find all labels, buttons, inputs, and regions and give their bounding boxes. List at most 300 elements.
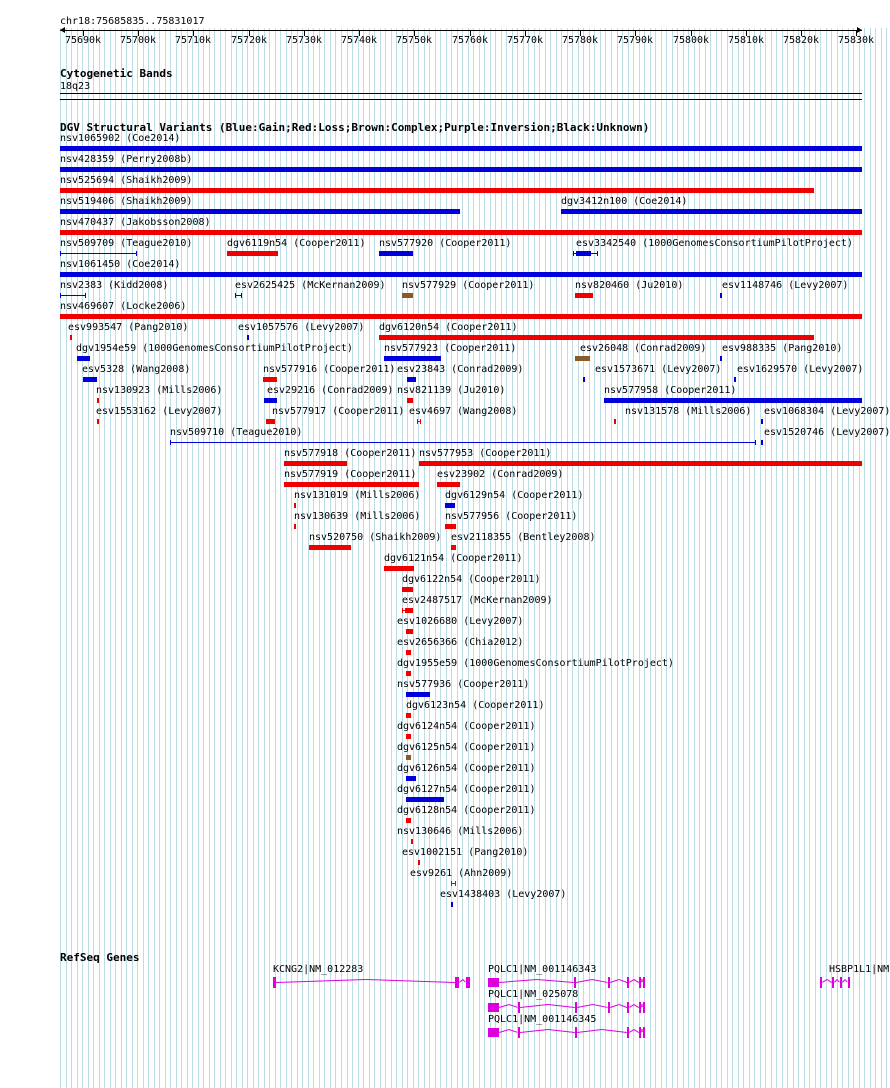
dgv-feature-label: nsv577916 (Cooper2011) xyxy=(263,364,396,375)
grid-line xyxy=(528,28,529,1088)
gene-exon xyxy=(455,977,459,988)
grid-line xyxy=(567,28,568,1088)
dgv-feature-end-tick xyxy=(451,881,452,886)
grid-line xyxy=(798,28,799,1088)
grid-line xyxy=(578,28,579,1088)
dgv-feature-bar xyxy=(583,377,585,382)
gene-exon xyxy=(575,1002,577,1013)
grid-line xyxy=(341,28,342,1088)
dgv-feature-bar xyxy=(604,398,862,403)
grid-line xyxy=(639,28,640,1088)
grid-line xyxy=(600,28,601,1088)
grid-line xyxy=(88,28,89,1088)
dgv-feature-label: esv1629570 (Levy2007) xyxy=(737,364,864,375)
gene-exon xyxy=(575,1027,577,1038)
dgv-feature-label: dgv6126n54 (Cooper2011) xyxy=(397,763,536,774)
grid-line xyxy=(545,28,546,1088)
grid-line xyxy=(380,28,381,1088)
dgv-feature-bar xyxy=(60,272,862,277)
dgv-feature-label: nsv1065902 (Coe2014) xyxy=(60,133,181,144)
grid-line xyxy=(804,28,805,1088)
grid-line xyxy=(77,28,78,1088)
gene-exon xyxy=(488,1028,499,1037)
dgv-feature-label: esv1026680 (Levy2007) xyxy=(397,616,524,627)
grid-line xyxy=(749,28,750,1088)
dgv-feature-bar xyxy=(284,482,419,487)
dgv-feature-bar xyxy=(406,650,411,655)
gene-exon xyxy=(574,977,576,988)
dgv-feature-label: dgv6122n54 (Cooper2011) xyxy=(402,574,541,585)
grid-line xyxy=(793,28,794,1088)
dgv-feature-label: dgv6124n54 (Cooper2011) xyxy=(397,721,536,732)
grid-line xyxy=(572,28,573,1088)
grid-line xyxy=(137,28,138,1088)
dgv-feature-label: esv2118355 (Bentley2008) xyxy=(451,532,596,543)
dgv-feature-line xyxy=(60,253,137,254)
grid-line xyxy=(313,28,314,1088)
dgv-feature-end-tick xyxy=(417,419,418,424)
dgv-feature-label: nsv509710 (Teague2010) xyxy=(170,427,303,438)
grid-line xyxy=(330,28,331,1088)
dgv-feature-end-tick xyxy=(573,251,574,256)
grid-line xyxy=(705,28,706,1088)
dgv-feature-label: esv1520746 (Levy2007) xyxy=(764,427,890,438)
grid-line xyxy=(247,28,248,1088)
cytoband-divider-top xyxy=(60,93,862,94)
dgv-feature-label: dgv6123n54 (Cooper2011) xyxy=(406,700,545,711)
grid-line xyxy=(650,28,651,1088)
dgv-feature-bar xyxy=(407,377,416,382)
ruler-tick-label: 75750k xyxy=(395,35,433,46)
dgv-feature-label: esv1002151 (Pang2010) xyxy=(402,847,529,858)
gene-exon xyxy=(639,1027,641,1038)
ruler-axis xyxy=(60,30,862,31)
dgv-feature-label: nsv577917 (Cooper2011) xyxy=(272,406,405,417)
dgv-feature-label: nsv131578 (Mills2006) xyxy=(625,406,752,417)
dgv-feature-bar xyxy=(247,335,249,340)
grid-line xyxy=(66,28,67,1088)
dgv-feature-label: nsv519406 (Shaikh2009) xyxy=(60,196,193,207)
dgv-feature-bar xyxy=(406,629,413,634)
dgv-feature-label: esv2625425 (McKernan2009) xyxy=(235,280,386,291)
gene-exon xyxy=(848,977,850,988)
dgv-feature-label: dgv6128n54 (Cooper2011) xyxy=(397,805,536,816)
dgv-feature-bar xyxy=(77,356,90,361)
grid-line xyxy=(710,28,711,1088)
grid-line xyxy=(523,28,524,1088)
grid-line xyxy=(886,28,887,1088)
grid-line xyxy=(159,28,160,1088)
dgv-feature-bar xyxy=(60,314,862,319)
grid-line xyxy=(760,28,761,1088)
grid-line xyxy=(611,28,612,1088)
dgv-feature-label: dgv3412n100 (Coe2014) xyxy=(561,196,688,207)
refseq-track-title: RefSeq Genes xyxy=(60,951,140,964)
grid-line xyxy=(115,28,116,1088)
ruler-tick-label: 75720k xyxy=(230,35,268,46)
dgv-feature-label: nsv520750 (Shaikh2009) xyxy=(309,532,442,543)
dgv-feature-label: nsv130646 (Mills2006) xyxy=(397,826,524,837)
grid-line xyxy=(848,28,849,1088)
ruler-tick-label: 75710k xyxy=(174,35,212,46)
grid-line xyxy=(71,28,72,1088)
grid-line xyxy=(820,28,821,1088)
dgv-feature-end-tick xyxy=(755,440,756,445)
grid-line xyxy=(583,28,584,1088)
dgv-feature-label: esv26048 (Conrad2009) xyxy=(580,343,707,354)
grid-line xyxy=(176,28,177,1088)
gene-exon xyxy=(488,978,499,987)
gene-exon xyxy=(639,977,641,988)
grid-line xyxy=(324,28,325,1088)
ruler-tick-label: 75740k xyxy=(340,35,378,46)
dgv-feature-label: nsv577918 (Cooper2011) xyxy=(284,448,417,459)
grid-line xyxy=(297,28,298,1088)
gene-exon xyxy=(627,1002,629,1013)
ruler-tick-label: 75730k xyxy=(285,35,323,46)
dgv-feature-bar xyxy=(445,524,456,529)
dgv-feature-bar xyxy=(384,356,441,361)
dgv-feature-label: nsv469607 (Locke2006) xyxy=(60,301,187,312)
grid-line xyxy=(617,28,618,1088)
grid-line xyxy=(864,28,865,1088)
grid-line xyxy=(661,28,662,1088)
gene-exon xyxy=(608,977,610,988)
grid-line xyxy=(688,28,689,1088)
grid-line xyxy=(347,28,348,1088)
dgv-feature-label: dgv1955e59 (1000GenomesConsortiumPilotProject) xyxy=(397,658,674,669)
dgv-feature-bar xyxy=(266,419,275,424)
grid-line xyxy=(198,28,199,1088)
dgv-feature-label: esv3342540 (1000GenomesConsortiumPilotProject) xyxy=(576,238,853,249)
cytoband-label: 18q23 xyxy=(60,81,91,92)
dgv-feature-end-tick xyxy=(241,293,242,298)
dgv-feature-label: dgv6127n54 (Cooper2011) xyxy=(397,784,536,795)
dgv-feature-line xyxy=(60,295,86,296)
grid-line xyxy=(655,28,656,1088)
dgv-feature-label: dgv6120n54 (Cooper2011) xyxy=(379,322,518,333)
dgv-feature-bar xyxy=(406,755,411,760)
grid-line xyxy=(121,28,122,1088)
grid-line xyxy=(335,28,336,1088)
dgv-feature-label: nsv577956 (Cooper2011) xyxy=(445,511,578,522)
dgv-feature-bar xyxy=(406,671,411,676)
dgv-feature-bar xyxy=(419,461,862,466)
dgv-feature-end-tick xyxy=(60,293,61,298)
dgv-feature-label: esv29216 (Conrad2009) xyxy=(267,385,394,396)
dgv-feature-label: nsv577936 (Cooper2011) xyxy=(397,679,530,690)
grid-line xyxy=(672,28,673,1088)
grid-line xyxy=(242,28,243,1088)
dgv-feature-label: nsv470437 (Jakobsson2008) xyxy=(60,217,211,228)
dgv-feature-bar xyxy=(406,776,416,781)
dgv-feature-end-tick xyxy=(420,419,421,424)
grid-line xyxy=(319,28,320,1088)
dgv-feature-bar xyxy=(406,797,444,802)
dgv-feature-end-tick xyxy=(402,608,403,613)
grid-line xyxy=(539,28,540,1088)
dgv-feature-label: esv5328 (Wang2008) xyxy=(82,364,191,375)
dgv-feature-bar xyxy=(294,503,296,508)
dgv-feature-bar xyxy=(294,524,296,529)
dgv-feature-label: dgv6121n54 (Cooper2011) xyxy=(384,553,523,564)
ruler-tick-label: 75820k xyxy=(782,35,820,46)
gene-exon xyxy=(832,977,834,988)
grid-line xyxy=(787,28,788,1088)
grid-line xyxy=(132,28,133,1088)
grid-line xyxy=(666,28,667,1088)
grid-line xyxy=(837,28,838,1088)
grid-line xyxy=(93,28,94,1088)
grid-line xyxy=(842,28,843,1088)
dgv-feature-label: nsv577958 (Cooper2011) xyxy=(604,385,737,396)
dgv-feature-label: nsv821139 (Ju2010) xyxy=(397,385,506,396)
dgv-feature-end-tick xyxy=(170,440,171,445)
grid-line xyxy=(875,28,876,1088)
cytoband-divider-bottom xyxy=(60,99,862,100)
grid-line xyxy=(633,28,634,1088)
grid-line xyxy=(363,28,364,1088)
gene-label: PQLC1|NM_001146345 xyxy=(488,1014,597,1025)
grid-line xyxy=(683,28,684,1088)
dgv-feature-bar xyxy=(407,398,413,403)
dgv-feature-bar xyxy=(561,209,862,214)
dgv-feature-label: esv4697 (Wang2008) xyxy=(409,406,518,417)
grid-line xyxy=(110,28,111,1088)
gene-label: HSBP1L1|NM xyxy=(829,964,890,975)
dgv-feature-bar xyxy=(445,503,455,508)
gene-exon xyxy=(627,1027,629,1038)
dgv-feature-bar xyxy=(263,377,277,382)
dgv-feature-bar xyxy=(418,860,420,865)
dgv-feature-bar xyxy=(60,146,862,151)
grid-line xyxy=(550,28,551,1088)
grid-line xyxy=(209,28,210,1088)
grid-line xyxy=(253,28,254,1088)
grid-line xyxy=(727,28,728,1088)
dgv-feature-bar xyxy=(284,461,347,466)
dgv-feature-bar xyxy=(384,566,414,571)
grid-line xyxy=(561,28,562,1088)
dgv-feature-label: esv2487517 (McKernan2009) xyxy=(402,595,553,606)
dgv-feature-label: nsv428359 (Perry2008b) xyxy=(60,154,193,165)
dgv-feature-end-tick xyxy=(60,251,61,256)
ruler-tick-label: 75760k xyxy=(451,35,489,46)
dgv-feature-bar xyxy=(60,209,460,214)
dgv-feature-bar xyxy=(309,545,351,550)
grid-line xyxy=(187,28,188,1088)
ruler-tick-label: 75700k xyxy=(119,35,157,46)
dgv-feature-bar xyxy=(576,251,591,256)
grid-line xyxy=(192,28,193,1088)
grid-line xyxy=(754,28,755,1088)
grid-line xyxy=(99,28,100,1088)
grid-line xyxy=(269,28,270,1088)
dgv-feature-bar xyxy=(402,293,413,298)
grid-line xyxy=(358,28,359,1088)
dgv-feature-label: esv988335 (Pang2010) xyxy=(722,343,843,354)
grid-line xyxy=(308,28,309,1088)
dgv-feature-bar xyxy=(451,545,456,550)
dgv-feature-bar xyxy=(406,692,430,697)
ruler-tick-label: 75830k xyxy=(837,35,875,46)
grid-line xyxy=(826,28,827,1088)
dgv-feature-label: nsv577920 (Cooper2011) xyxy=(379,238,512,249)
dgv-feature-bar xyxy=(405,608,412,613)
grid-line xyxy=(694,28,695,1088)
dgv-feature-label: esv1057576 (Levy2007) xyxy=(238,322,365,333)
grid-line xyxy=(699,28,700,1088)
dgv-feature-label: nsv577929 (Cooper2011) xyxy=(402,280,535,291)
gene-exon xyxy=(518,1027,520,1038)
gene-exon xyxy=(643,1002,645,1013)
grid-line xyxy=(594,28,595,1088)
dgv-feature-label: nsv130923 (Mills2006) xyxy=(96,385,223,396)
grid-line xyxy=(776,28,777,1088)
grid-line xyxy=(236,28,237,1088)
dgv-feature-label: esv2656366 (Chia2012) xyxy=(397,637,524,648)
gene-label: PQLC1|NM_025078 xyxy=(488,989,579,1000)
gene-label: KCNG2|NM_012283 xyxy=(273,964,364,975)
dgv-feature-bar xyxy=(379,251,413,256)
dgv-feature-bar xyxy=(720,356,722,361)
ruler-tick-label: 75810k xyxy=(727,35,765,46)
grid-line xyxy=(831,28,832,1088)
grid-line xyxy=(302,28,303,1088)
gene-label: PQLC1|NM_001146343 xyxy=(488,964,597,975)
grid-line xyxy=(809,28,810,1088)
grid-line xyxy=(644,28,645,1088)
grid-line xyxy=(743,28,744,1088)
grid-line xyxy=(853,28,854,1088)
gene-exon xyxy=(608,1002,610,1013)
gene-exon xyxy=(627,977,629,988)
dgv-feature-bar xyxy=(437,482,460,487)
dgv-feature-bar xyxy=(406,734,411,739)
grid-line xyxy=(534,28,535,1088)
grid-line xyxy=(605,28,606,1088)
grid-line xyxy=(291,28,292,1088)
dgv-feature-label: nsv2383 (Kidd2008) xyxy=(60,280,169,291)
dgv-feature-bar xyxy=(227,251,278,256)
dgv-feature-bar xyxy=(761,419,763,424)
dgv-feature-label: dgv6129n54 (Cooper2011) xyxy=(445,490,584,501)
grid-line xyxy=(220,28,221,1088)
position-label: chr18:75685835..75831017 xyxy=(60,16,205,27)
grid-line xyxy=(771,28,772,1088)
grid-line xyxy=(732,28,733,1088)
dgv-feature-bar xyxy=(734,377,736,382)
grid-line xyxy=(286,28,287,1088)
dgv-feature-bar xyxy=(406,818,411,823)
ruler-left-arrow xyxy=(60,27,65,33)
dgv-feature-label: nsv131019 (Mills2006) xyxy=(294,490,421,501)
grid-line xyxy=(143,28,144,1088)
grid-line xyxy=(815,28,816,1088)
grid-line xyxy=(165,28,166,1088)
dgv-feature-label: dgv6119n54 (Cooper2011) xyxy=(227,238,366,249)
grid-line xyxy=(352,28,353,1088)
grid-line xyxy=(264,28,265,1088)
gene-exon xyxy=(518,1002,520,1013)
dgv-feature-line xyxy=(170,442,756,443)
dgv-feature-label: esv9261 (Ahn2009) xyxy=(410,868,513,879)
grid-line xyxy=(154,28,155,1088)
dgv-feature-end-tick xyxy=(235,293,236,298)
dgv-feature-label: nsv509709 (Teague2010) xyxy=(60,238,193,249)
grid-line xyxy=(677,28,678,1088)
dgv-feature-end-tick xyxy=(85,293,86,298)
grid-line xyxy=(716,28,717,1088)
ruler-tick-label: 75780k xyxy=(561,35,599,46)
dgv-feature-label: dgv6125n54 (Cooper2011) xyxy=(397,742,536,753)
gene-exon xyxy=(643,977,645,988)
dgv-feature-bar xyxy=(406,713,411,718)
dgv-feature-bar xyxy=(451,902,453,907)
dgv-feature-end-tick xyxy=(597,251,598,256)
dgv-track-title: DGV Structural Variants (Blue:Gain;Red:Loss;Brown:Complex;Purple:Inversion;Black:Unknown) xyxy=(60,121,650,134)
dgv-feature-bar xyxy=(720,293,722,298)
dgv-feature-label: dgv1954e59 (1000GenomesConsortiumPilotProject) xyxy=(76,343,353,354)
gene-exon xyxy=(488,1003,499,1012)
dgv-feature-end-tick xyxy=(412,608,413,613)
dgv-feature-bar xyxy=(614,419,616,424)
dgv-feature-bar xyxy=(97,419,99,424)
grid-line xyxy=(231,28,232,1088)
grid-line xyxy=(181,28,182,1088)
dgv-feature-label: esv23902 (Conrad2009) xyxy=(437,469,564,480)
grid-line xyxy=(881,28,882,1088)
dgv-feature-bar xyxy=(60,167,862,172)
grid-line xyxy=(738,28,739,1088)
dgv-feature-label: nsv577953 (Cooper2011) xyxy=(419,448,552,459)
cytoband-track-title: Cytogenetic Bands xyxy=(60,67,173,80)
dgv-feature-label: esv993547 (Pang2010) xyxy=(68,322,189,333)
grid-line xyxy=(258,28,259,1088)
gene-exon xyxy=(273,977,276,988)
dgv-feature-label: nsv820460 (Ju2010) xyxy=(575,280,684,291)
dgv-feature-bar xyxy=(402,587,413,592)
grid-line xyxy=(126,28,127,1088)
dgv-feature-end-tick xyxy=(136,251,137,256)
dgv-feature-bar xyxy=(60,230,862,235)
dgv-feature-bar xyxy=(575,356,590,361)
grid-line xyxy=(82,28,83,1088)
grid-line xyxy=(622,28,623,1088)
ruler-tick-label: 75790k xyxy=(616,35,654,46)
dgv-feature-bar xyxy=(411,839,413,844)
dgv-feature-label: nsv1061450 (Coe2014) xyxy=(60,259,181,270)
grid-line xyxy=(148,28,149,1088)
grid-line xyxy=(60,28,61,1088)
dgv-feature-bar xyxy=(575,293,593,298)
grid-line xyxy=(589,28,590,1088)
gene-exon xyxy=(639,1002,641,1013)
dgv-feature-label: esv1438403 (Levy2007) xyxy=(440,889,567,900)
ruler-right-arrow xyxy=(857,27,862,33)
dgv-feature-bar xyxy=(379,335,814,340)
grid-line xyxy=(765,28,766,1088)
ruler-tick-label: 75770k xyxy=(506,35,544,46)
grid-line xyxy=(782,28,783,1088)
grid-line xyxy=(859,28,860,1088)
dgv-feature-label: nsv577923 (Cooper2011) xyxy=(384,343,517,354)
dgv-feature-label: esv1573671 (Levy2007) xyxy=(595,364,722,375)
gene-exon xyxy=(820,977,822,988)
grid-line xyxy=(170,28,171,1088)
dgv-feature-label: nsv130639 (Mills2006) xyxy=(294,511,421,522)
grid-line xyxy=(374,28,375,1088)
